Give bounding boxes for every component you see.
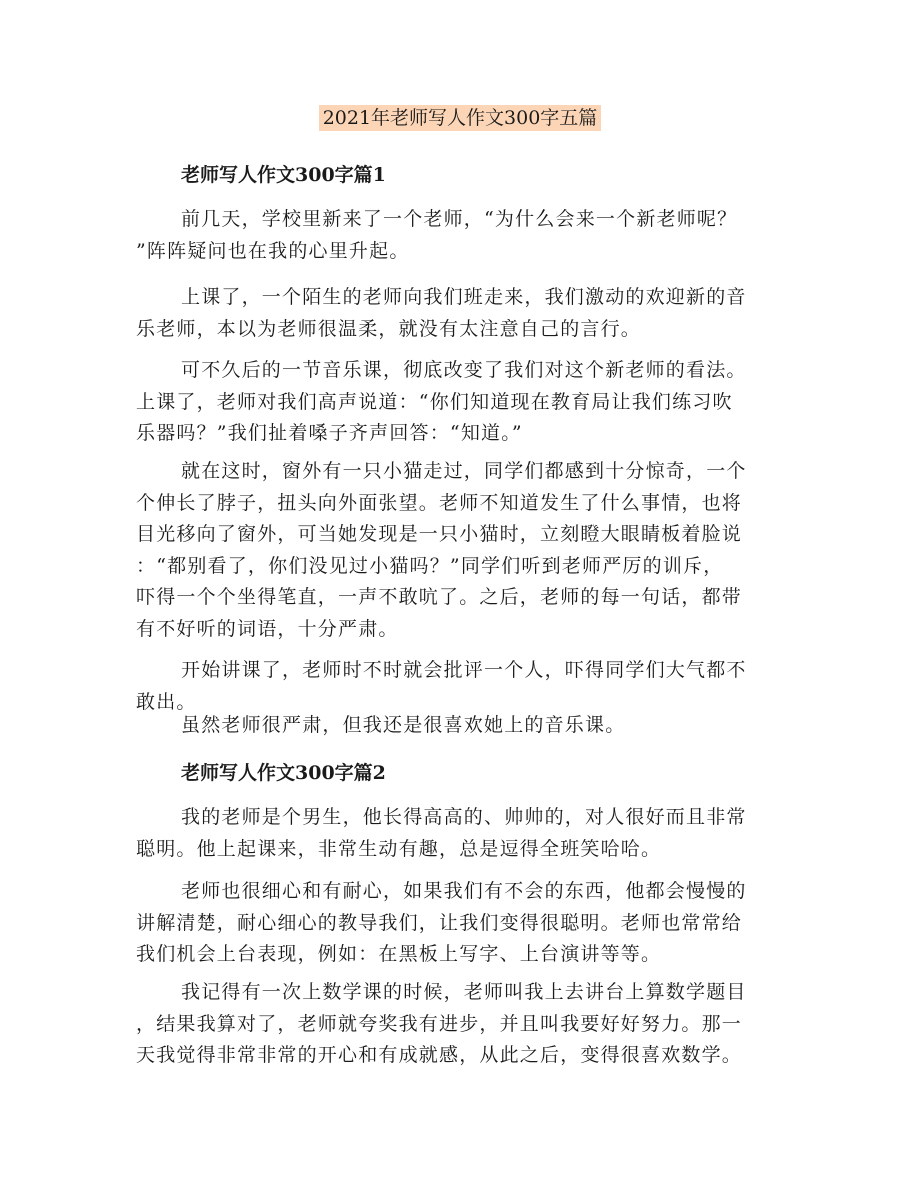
paragraph xyxy=(136,204,786,267)
paragraph-line: ”阵阵疑问也在我的心里升起。 xyxy=(136,239,410,262)
paragraph-line: 上课了，老师对我们高声说道：“你们知道现在教育局让我们练习吹 xyxy=(136,390,733,413)
document-title xyxy=(0,104,920,132)
paragraph xyxy=(136,876,786,971)
paragraph-line: 吓得一个个坐得笔直，一声不敢吭了。之后，老师的每一句话，都带 xyxy=(136,586,743,609)
paragraph-line: 个伸长了脖子，扭头向外面张望。老师不知道发生了什么事情，也将 xyxy=(136,491,743,514)
paragraph xyxy=(136,282,786,345)
paragraph-line: ：“都别看了，你们没见过小猫吗？”同学们听到老师严厉的训斥， xyxy=(136,554,724,577)
section-heading-2: 老师写人作文300字篇2 xyxy=(181,762,386,784)
paragraph-line: 聪明。他上起课来，非常生动有趣，总是逗得全班笑哈哈。 xyxy=(136,837,662,860)
paragraph-line: 开始讲课了，老师时不时就会批评一个人，吓得同学们大气都不 xyxy=(181,659,747,681)
paragraph xyxy=(136,802,786,865)
paragraph xyxy=(136,977,786,1072)
paragraph-line: 就在这时，窗外有一只小猫走过，同学们都感到十分惊奇，一个 xyxy=(181,460,747,482)
paragraph-line: 讲解清楚，耐心细心的教导我们，让我们变得很聪明。老师也常常给 xyxy=(136,911,743,934)
paragraph-line: 目光移向了窗外，可当她发现是一只小猫时，立刻瞪大眼睛板着脸说 xyxy=(136,523,743,546)
paragraph-line: 有不好听的词语，十分严肃。 xyxy=(136,617,399,640)
paragraph-line: 天我觉得非常非常的开心和有成就感，从此之后，变得很喜欢数学。 xyxy=(136,1044,743,1067)
paragraph-line: 虽然老师很严肃，但我还是很喜欢她上的音乐课。 xyxy=(181,714,626,736)
paragraph xyxy=(136,710,786,742)
paragraph-line: 上课了，一个陌生的老师向我们班走来，我们激动的欢迎新的音 xyxy=(181,286,747,308)
paragraph-line: 前几天，学校里新来了一个老师，“为什么会来一个新老师呢？ xyxy=(181,208,738,230)
paragraph-line: 可不久后的一节音乐课，彻底改变了我们对这个新老师的看法。 xyxy=(181,359,747,381)
paragraph-line: 乐器吗？”我们扯着嗓子齐声回答：“知道。” xyxy=(136,422,523,445)
paragraph-line: 我们机会上台表现，例如：在黑板上写字、上台演讲等等。 xyxy=(136,943,662,966)
document-title-text: 2021年老师写人作文300字五篇 xyxy=(319,105,602,131)
paragraph-line: 我的老师是个男生，他长得高高的、帅帅的，对人很好而且非常 xyxy=(181,806,747,828)
paragraph-line: 乐老师，本以为老师很温柔，就没有太注意自己的言行。 xyxy=(136,317,642,340)
paragraph-line: 敢出。 xyxy=(136,690,197,713)
paragraph-line: 老师也很细心和有耐心，如果我们有不会的东西，他都会慢慢的 xyxy=(181,880,747,902)
section-heading-1: 老师写人作文300字篇1 xyxy=(181,164,386,186)
paragraph xyxy=(136,355,786,450)
paragraph-line: ，结果我算对了，老师就夸奖我有进步，并且叫我要好好努力。那一 xyxy=(136,1012,743,1035)
paragraph xyxy=(136,655,786,718)
paragraph xyxy=(136,456,786,646)
paragraph-line: 我记得有一次上数学课的时候，老师叫我上去讲台上算数学题目 xyxy=(181,981,747,1003)
